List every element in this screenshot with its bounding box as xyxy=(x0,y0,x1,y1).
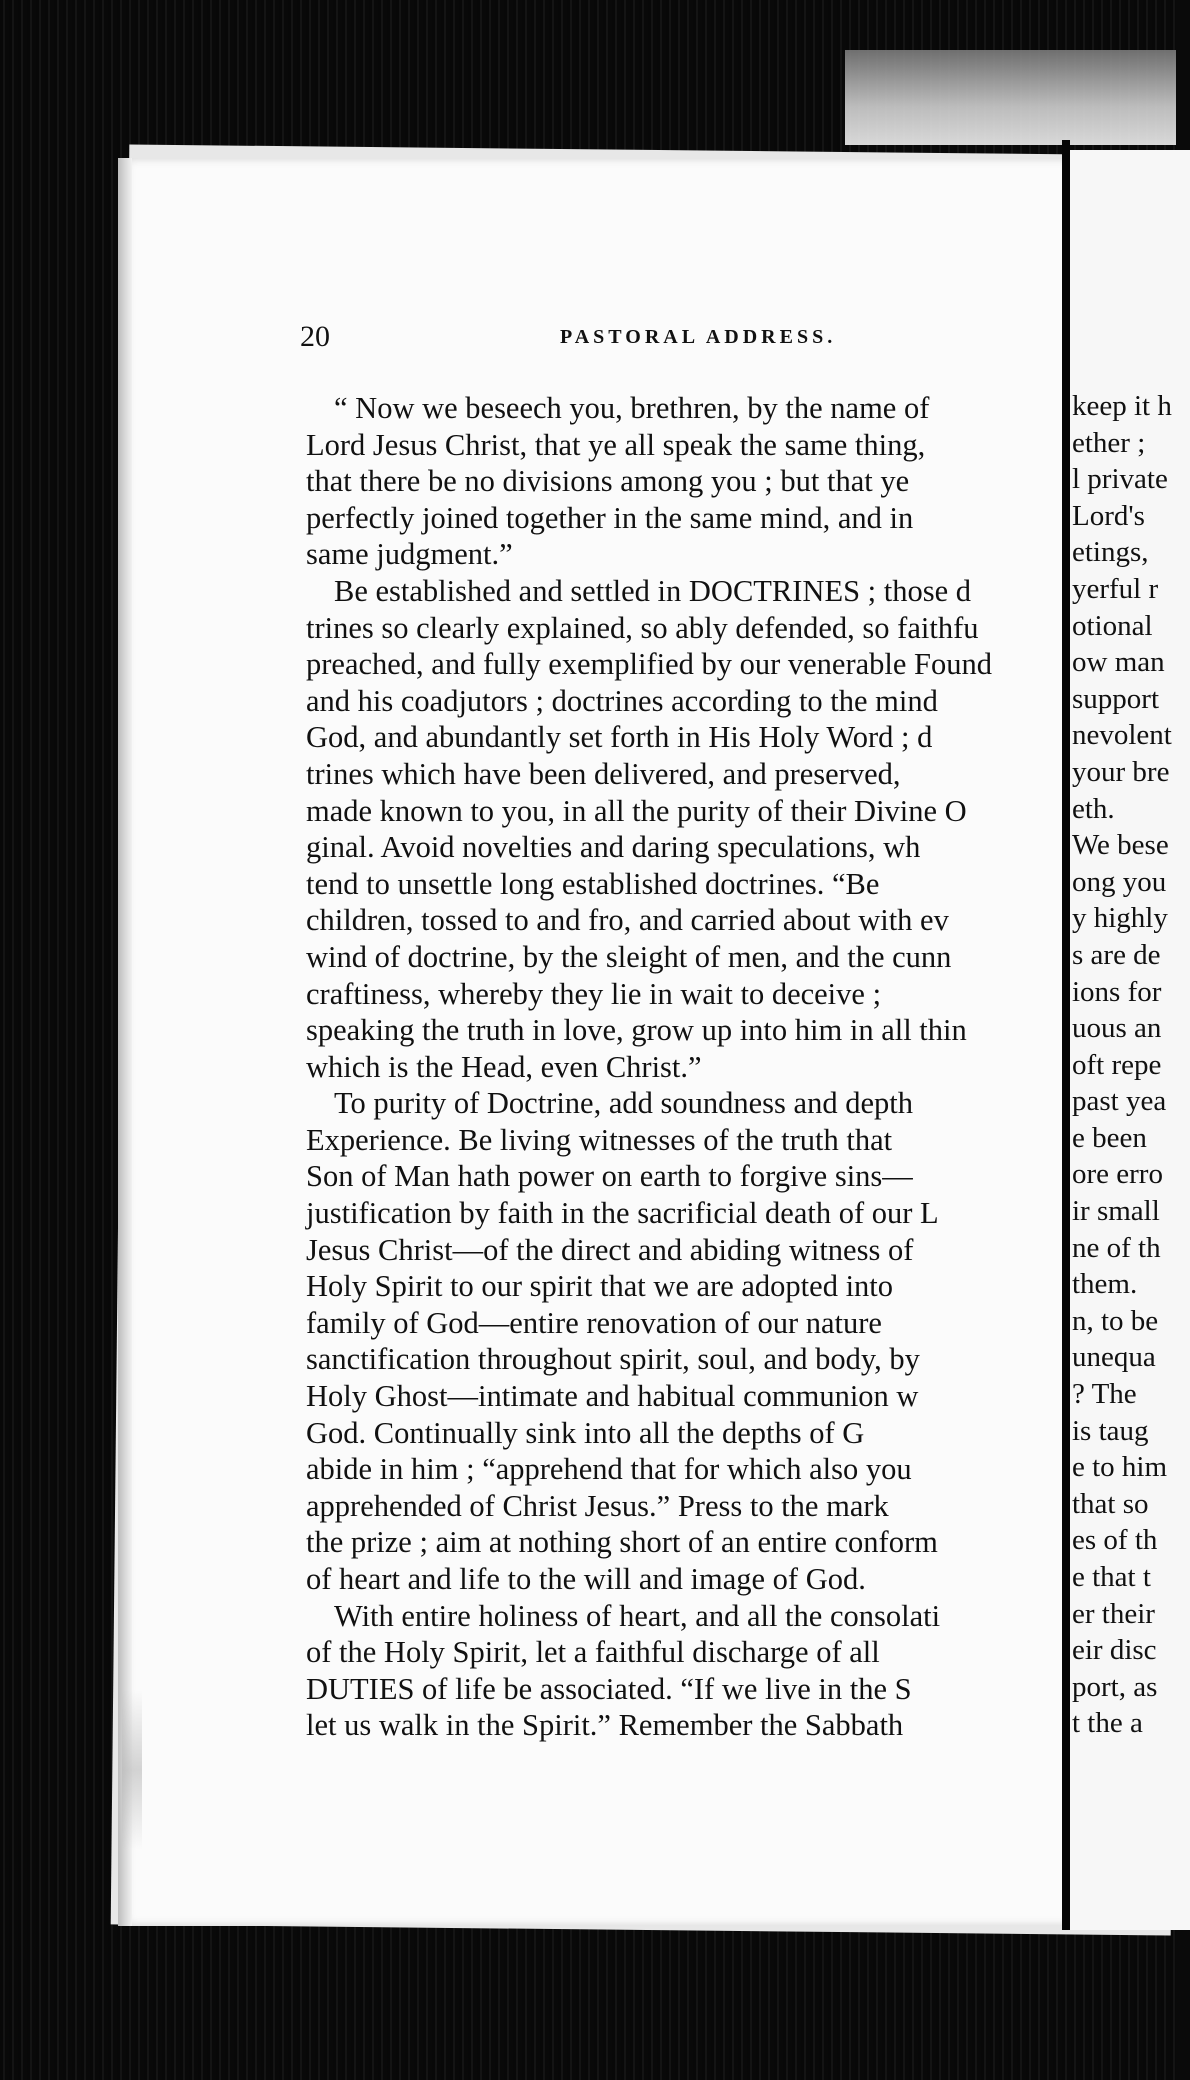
next-page-line: etings, xyxy=(1072,536,1149,569)
text-line: DUTIES of life be associated. “If we live in the S xyxy=(306,1671,912,1706)
page-stain xyxy=(122,1690,142,1850)
next-page-line: nevolent xyxy=(1072,719,1172,752)
text-line: let us walk in the Spirit.” Remember the Sabbath xyxy=(306,1708,904,1743)
paper-scrap xyxy=(845,50,1176,145)
next-page-line: past yea xyxy=(1072,1085,1167,1118)
next-page-line: ow man xyxy=(1072,646,1165,679)
running-head: PASTORAL ADDRESS. xyxy=(560,326,837,348)
page-edge-shadow xyxy=(118,158,132,1926)
text-line: craftiness, whereby they lie in wait to deceive ; xyxy=(306,976,882,1011)
text-line: made known to you, in all the purity of their Divine O xyxy=(306,793,967,828)
text-line: Jesus Christ—of the direct and abiding witness of xyxy=(306,1232,914,1267)
text-line: God, and abundantly set forth in His Holy Word ; d xyxy=(306,720,933,755)
next-page-line: that so xyxy=(1072,1487,1149,1520)
text-line: that there be no divisions among you ; but that ye xyxy=(306,464,910,499)
next-page-line: n, to be xyxy=(1072,1304,1159,1337)
page-number: 20 xyxy=(300,320,330,353)
text-line: With entire holiness of heart, and all the consolati xyxy=(334,1598,941,1633)
next-page-line: eir disc xyxy=(1072,1634,1157,1667)
text-line: same judgment.” xyxy=(306,537,513,572)
text-line: apprehended of Christ Jesus.” Press to the mark xyxy=(306,1488,889,1523)
next-page-line: yerful r xyxy=(1072,572,1159,605)
next-page-line: t the a xyxy=(1072,1707,1143,1740)
next-page-line: l private xyxy=(1072,463,1168,496)
text-line: To purity of Doctrine, add soundness and depth xyxy=(334,1086,913,1121)
text-line: trines which have been delivered, and preserved, xyxy=(306,756,901,791)
next-page-line: er their xyxy=(1072,1597,1155,1630)
text-line: justification by faith in the sacrificial death of our L xyxy=(306,1196,939,1231)
text-line: Holy Spirit to our spirit that we are adopted into xyxy=(306,1269,894,1304)
next-page-line: s are de xyxy=(1072,938,1161,971)
next-page-line: ether ; xyxy=(1072,426,1146,459)
text-line: “ Now we beseech you, brethren, by the name of xyxy=(334,391,930,425)
next-page-line: ong you xyxy=(1072,865,1167,898)
text-line: ginal. Avoid novelties and daring speculations, wh xyxy=(306,830,921,865)
text-line: Experience. Be living witnesses of the truth that xyxy=(306,1122,893,1157)
text-line: of the Holy Spirit, let a faithful discharge of all xyxy=(306,1635,880,1670)
next-page-line: your bre xyxy=(1072,755,1170,788)
next-page-line: support xyxy=(1072,682,1159,715)
next-page-line: port, as xyxy=(1072,1670,1158,1703)
text-line: preached, and fully exemplified by our venerable Found xyxy=(306,647,993,682)
next-page-line: them. xyxy=(1072,1268,1138,1301)
next-page-line: We bese xyxy=(1072,829,1169,862)
next-page-line: ne of th xyxy=(1072,1231,1161,1264)
page-header xyxy=(300,320,1060,360)
next-page-line: ore erro xyxy=(1072,1158,1163,1191)
next-page-text xyxy=(1072,388,1182,1742)
text-line: of heart and life to the will and image of God. xyxy=(306,1562,866,1596)
text-line: Son of Man hath power on earth to forgive sins— xyxy=(306,1159,913,1194)
next-page-line: e that t xyxy=(1072,1561,1151,1593)
text-line: family of God—entire renovation of our nature xyxy=(306,1305,882,1340)
next-page-line: oft repe xyxy=(1072,1048,1162,1081)
next-page-line: y highly xyxy=(1072,902,1168,935)
next-page-line: e been xyxy=(1072,1121,1147,1154)
text-line: the prize ; aim at nothing short of an entire conform xyxy=(306,1525,938,1560)
text-line: children, tossed to and fro, and carried about with ev xyxy=(306,903,949,938)
next-page-line: otional xyxy=(1072,609,1153,642)
text-line: speaking the truth in love, grow up into him in all thin xyxy=(306,1013,967,1048)
next-page-line: ? The xyxy=(1072,1378,1137,1411)
text-line: and his coadjutors ; doctrines according to the mind xyxy=(306,683,938,718)
next-page-line: is taug xyxy=(1072,1414,1149,1447)
next-page-line: eth. xyxy=(1072,792,1115,825)
text-line: Be established and settled in DOCTRINES ; those d xyxy=(334,573,972,608)
text-line: which is the Head, even Christ.” xyxy=(306,1049,702,1084)
text-line: sanctification throughout spirit, soul, and body, by xyxy=(306,1342,920,1377)
next-page-line: ions for xyxy=(1072,975,1162,1008)
text-line: God. Continually sink into all the depths of G xyxy=(306,1415,865,1450)
text-line: wind of doctrine, by the sleight of men, and the cunn xyxy=(306,939,952,974)
next-page-line: e to him xyxy=(1072,1451,1168,1484)
text-line: abide in him ; “apprehend that for which also you xyxy=(306,1452,912,1487)
body-text xyxy=(306,390,1066,1743)
text-line: perfectly joined together in the same mind, and in xyxy=(306,500,914,535)
text-line: tend to unsettle long established doctrines. “Be xyxy=(306,866,880,901)
next-page-line: uous an xyxy=(1072,1012,1162,1045)
text-line: Holy Ghost—intimate and habitual communion w xyxy=(306,1379,919,1414)
text-line: trines so clearly explained, so ably defended, so faithfu xyxy=(306,610,979,645)
next-page-line: keep it h xyxy=(1072,390,1172,422)
next-page-line: es of th xyxy=(1072,1524,1158,1557)
next-page-line: ir small xyxy=(1072,1195,1160,1228)
next-page-line: Lord's xyxy=(1072,499,1145,532)
next-page-line: unequa xyxy=(1072,1341,1156,1374)
text-line: Lord Jesus Christ, that ye all speak the same thing, xyxy=(306,427,926,462)
